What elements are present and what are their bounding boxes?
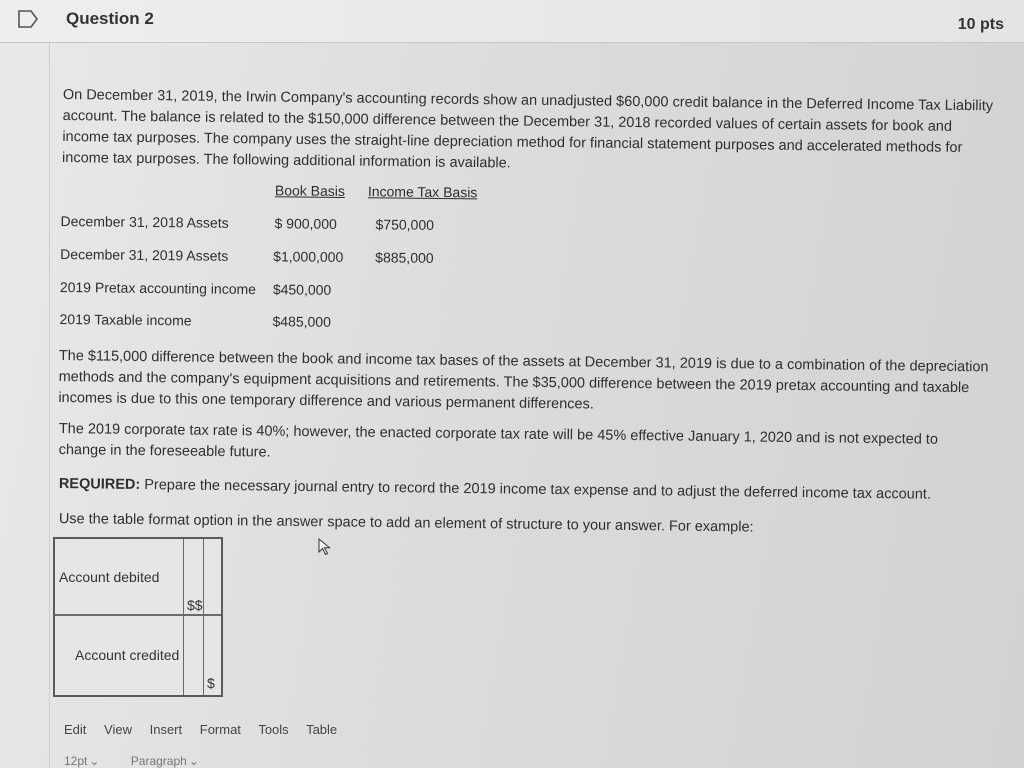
question-points: 10 pts <box>957 16 1004 33</box>
row-2018-tax: $750,000 <box>375 216 435 233</box>
font-size-value: 12pt <box>64 754 88 768</box>
col-header-income-tax-basis: Income Tax Basis <box>367 183 478 201</box>
question-title: Question 2 <box>66 9 154 28</box>
question-paragraph-differences: The $115,000 difference between the book and income tax bases of the assets at December 31, 2019 is due to a combination of the depreciation methods and the company's equipment acquisitions and retirements. The $35,000 difference between the 2019 pretax accounting and taxable incomes is due to this one temporary difference and various permanent differences. <box>58 347 989 413</box>
example-debit-amount: $$ <box>187 597 203 613</box>
mouse-cursor-icon <box>318 538 332 556</box>
row-label-2018-assets: December 31, 2018 Assets <box>60 213 229 231</box>
menu-format[interactable]: Format <box>199 722 241 737</box>
row-2018-book: $ 900,000 <box>274 215 337 232</box>
menu-edit[interactable]: Edit <box>64 722 87 737</box>
question-header <box>0 0 1024 43</box>
menu-view[interactable]: View <box>104 722 132 737</box>
question-instruction: Use the table format option in the answer space to add an element of structure to your answer. For example: <box>58 510 754 536</box>
example-debit-label: Account debited <box>59 569 160 585</box>
example-column-divider <box>183 539 184 695</box>
row-label-2019-assets: December 31, 2019 Assets <box>60 246 229 264</box>
required-text: Prepare the necessary journal entry to record the 2019 income tax expense and to adjust the deferred income tax account. <box>140 476 932 503</box>
row-label-taxable-income: 2019 Taxable income <box>59 311 192 329</box>
editor-menu-bar <box>64 722 351 737</box>
row-label-pretax-income: 2019 Pretax accounting income <box>59 279 257 298</box>
example-journal-table <box>53 537 223 697</box>
required-label: REQUIRED: <box>58 475 141 493</box>
row-2019-tax: $885,000 <box>375 249 434 266</box>
question-left-border <box>49 0 50 768</box>
example-credit-label: Account credited <box>75 647 180 663</box>
basis-table <box>57 180 619 346</box>
chevron-down-icon: ⌄ <box>89 754 100 768</box>
example-credit-amount: $ <box>207 675 215 691</box>
block-format-select[interactable] <box>131 754 213 768</box>
example-column-divider <box>203 539 204 695</box>
menu-tools[interactable]: Tools <box>258 722 289 737</box>
row-pretax-value: $450,000 <box>272 281 332 298</box>
chevron-down-icon: ⌄ <box>188 754 199 768</box>
menu-insert[interactable]: Insert <box>149 722 183 737</box>
question-intro: On December 31, 2019, the Irwin Company's accounting records show an unadjusted $60,000 credit balance in the Deferred Income Tax Liability account. The balance is related to the $150,000 difference between the December 31, 2018 recorded values of certain assets for book and income tax purposes. The company uses the straight-line depreciation method for financial statement purposes and accelerated methods for income tax purposes. The following additional information is available. <box>62 86 994 172</box>
question-required <box>59 474 959 506</box>
block-format-value: Paragraph <box>130 754 187 768</box>
question-paragraph-tax-rate: The 2019 corporate tax rate is 40%; however, the enacted corporate tax rate will be 45% effective January 1, 2020 and is not expected to change in the foreseeable future. <box>58 420 939 461</box>
font-size-select[interactable] <box>64 754 113 768</box>
editor-format-bar <box>64 754 227 768</box>
row-taxable-value: $485,000 <box>272 313 332 330</box>
bookmark-flag-icon[interactable] <box>18 10 38 28</box>
col-header-book-basis: Book Basis <box>274 182 346 199</box>
row-2019-book: $1,000,000 <box>273 248 344 265</box>
menu-table[interactable]: Table <box>306 722 338 737</box>
